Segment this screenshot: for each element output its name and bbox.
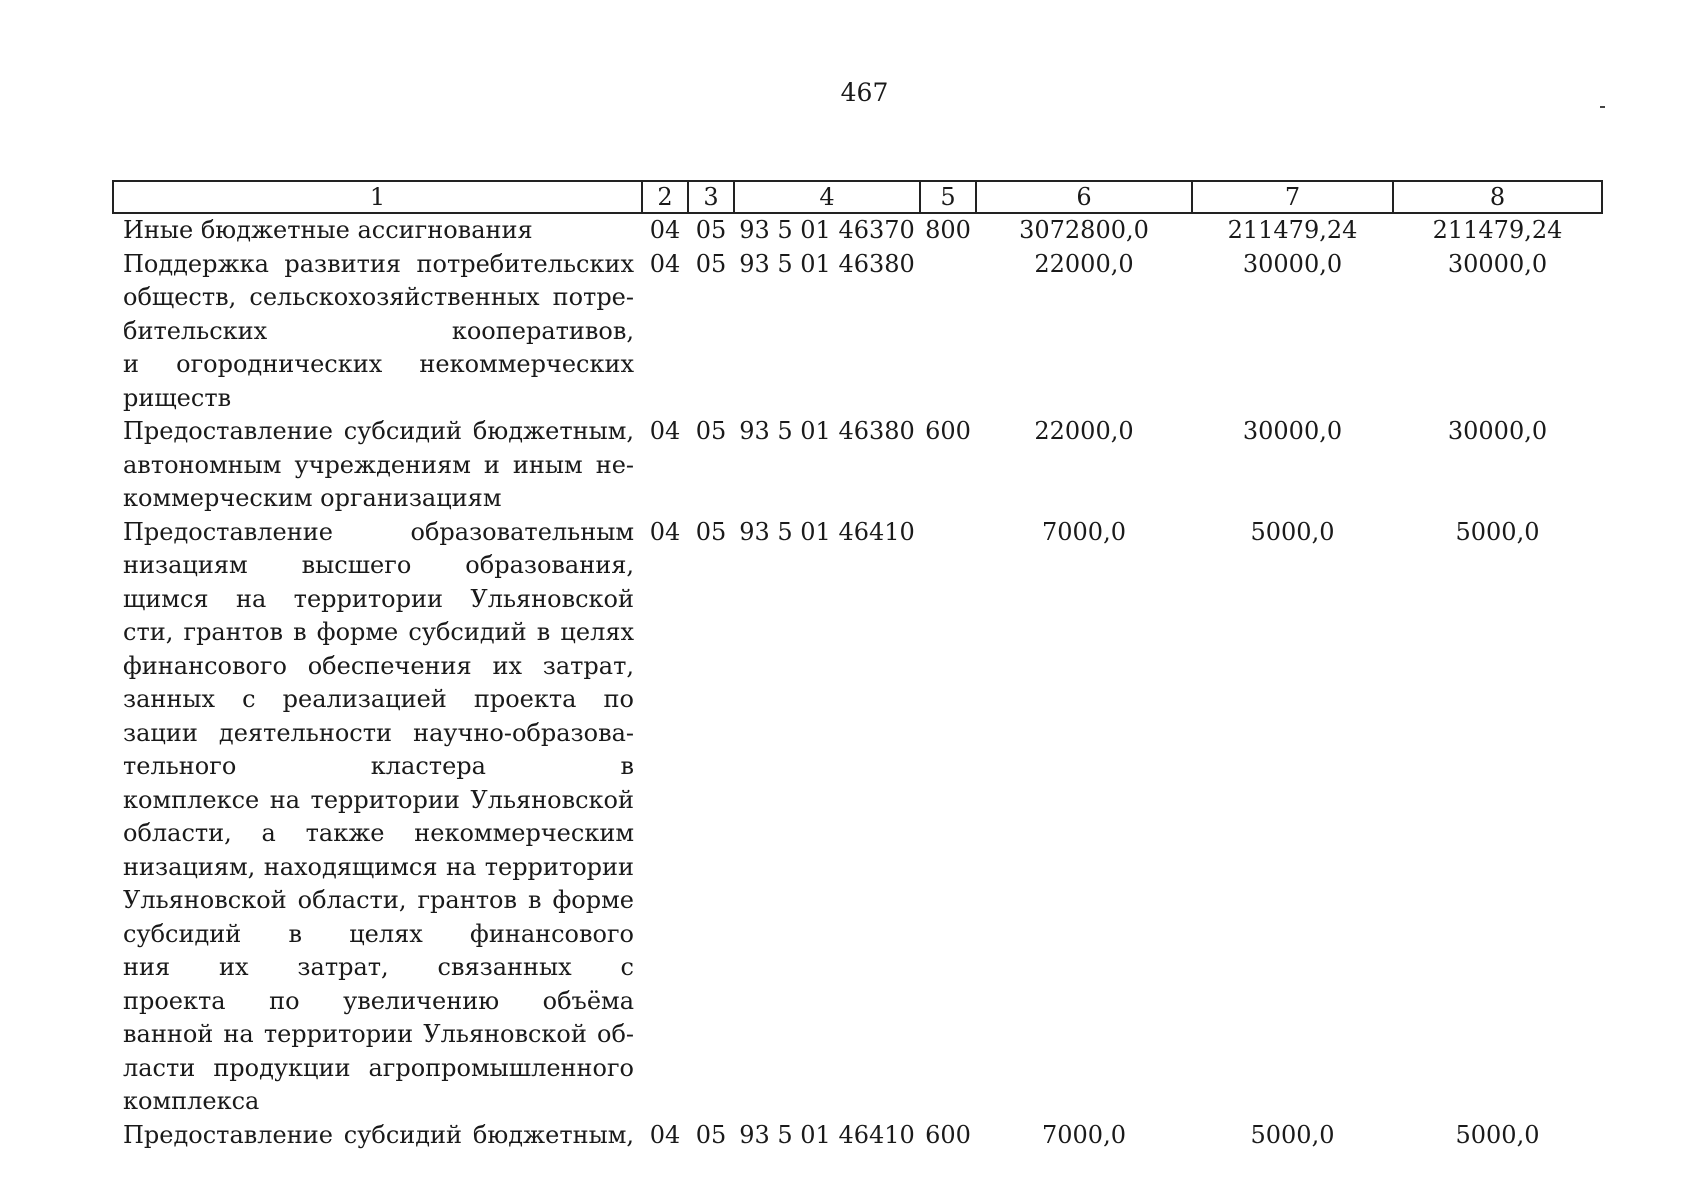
header-col-1: 1 (113, 181, 642, 213)
table-row (113, 248, 1602, 416)
description-line: зации деятельности научно-образова- (123, 718, 634, 747)
description-line: сти, грантов в форме субсидий в целях (123, 618, 634, 646)
section-code: 04 (649, 216, 681, 244)
expense-type-code (920, 516, 976, 1119)
subsection-code: 05 (695, 249, 727, 278)
header-col-3: 3 (688, 181, 734, 213)
target-article-code: 93 5 01 46370 (739, 216, 915, 244)
expense-type-code: 600 (925, 417, 971, 445)
description-line: бительских кооперативов, (123, 316, 634, 345)
target-article-code: 93 5 01 46380 (739, 249, 915, 278)
amount-col-6: 7000,0 (1042, 517, 1126, 546)
header-col-4: 4 (734, 181, 920, 213)
header-col-2: 2 (642, 181, 688, 213)
table-row (113, 516, 1602, 1119)
amount-col-7: 30000,0 (1242, 249, 1343, 278)
description-line: Ульяновской области, грантов в форме (123, 886, 634, 914)
expense-type-code: 600 (925, 1120, 971, 1149)
subsection-code: 05 (695, 417, 727, 445)
description-line: Поддержка развития потребительских (123, 249, 634, 278)
description-line: комплекса (123, 1087, 260, 1115)
amount-col-8: 30000,0 (1447, 417, 1548, 445)
scan-artifact (1600, 106, 1605, 108)
description-line: Предоставление субсидий бюджетным, (123, 417, 634, 445)
table-body (113, 213, 1602, 1152)
description-line: риществ (123, 383, 232, 412)
description-line: ванной на территории Ульяновской об- (123, 1020, 634, 1048)
row-description (113, 1119, 642, 1153)
description-line: области, а также некоммерческим (123, 819, 634, 847)
amount-col-7: 30000,0 (1242, 417, 1343, 445)
table-header (113, 181, 1602, 213)
row-description (113, 516, 642, 1119)
description-line: щимся на территории Ульяновской (123, 584, 634, 613)
section-code: 04 (649, 249, 681, 278)
amount-col-8: 211479,24 (1432, 216, 1563, 244)
amount-col-7: 5000,0 (1250, 517, 1335, 546)
description-line: тельного кластера в (123, 752, 634, 780)
subsection-code: 05 (695, 517, 727, 546)
row-description (113, 415, 642, 516)
description-line: проекта по увеличению объёма (123, 986, 634, 1015)
target-article-code: 93 5 01 46410 (739, 517, 915, 546)
expense-type-code: 800 (925, 216, 971, 244)
row-description (113, 248, 642, 416)
table-row (113, 415, 1602, 516)
amount-col-8: 5000,0 (1455, 517, 1540, 546)
description-line: ния их затрат, связанных с (123, 953, 634, 981)
amount-col-6: 22000,0 (1034, 417, 1134, 445)
header-col-7: 7 (1192, 181, 1393, 213)
description-line: Предоставление субсидий бюджетным, (123, 1120, 634, 1149)
description-line: низациям высшего образования, (123, 551, 634, 579)
table-row (113, 1119, 1602, 1153)
section-code: 04 (649, 1120, 681, 1149)
target-article-code: 93 5 01 46380 (739, 417, 915, 445)
description-line: коммерческим организациям (123, 484, 502, 512)
budget-table-wrapper (112, 180, 1601, 1152)
description-line: занных с реализацией проекта по (123, 685, 634, 713)
amount-col-8: 5000,0 (1455, 1120, 1540, 1149)
amount-col-7: 5000,0 (1250, 1120, 1335, 1149)
section-code: 04 (649, 417, 681, 445)
amount-col-8: 30000,0 (1447, 249, 1548, 278)
expense-type-code (920, 248, 976, 416)
description-line: Иные бюджетные ассигнования (123, 216, 533, 244)
header-col-6: 6 (976, 181, 1192, 213)
amount-col-7: 211479,24 (1227, 216, 1358, 244)
table-row (113, 213, 1602, 248)
description-line: обществ, сельскохозяйственных потре- (123, 283, 634, 311)
row-description (113, 213, 642, 248)
header-col-5: 5 (920, 181, 976, 213)
header-col-8: 8 (1393, 181, 1602, 213)
subsection-code: 05 (695, 1120, 727, 1149)
description-line: и огороднических некоммерческих (123, 350, 634, 378)
description-line: финансового обеспечения их затрат, (123, 651, 634, 680)
amount-col-6: 22000,0 (1034, 249, 1134, 278)
description-line: субсидий в целях финансового (123, 919, 634, 948)
description-line: комплексе на территории Ульяновской (123, 785, 634, 814)
description-line: автономным учреждениям и иным не- (123, 450, 634, 479)
target-article-code: 93 5 01 46410 (739, 1120, 915, 1149)
amount-col-6: 3072800,0 (1019, 216, 1149, 244)
header-row (113, 181, 1602, 213)
section-code: 04 (649, 517, 681, 546)
budget-table (112, 180, 1603, 1152)
amount-col-6: 7000,0 (1042, 1120, 1126, 1149)
description-line: Предоставление образовательным (123, 517, 634, 546)
description-line: ласти продукции агропромышленного (123, 1053, 634, 1082)
description-line: низациям, находящимся на территории (123, 852, 634, 881)
page-number: 467 (840, 78, 889, 107)
subsection-code: 05 (695, 216, 727, 244)
